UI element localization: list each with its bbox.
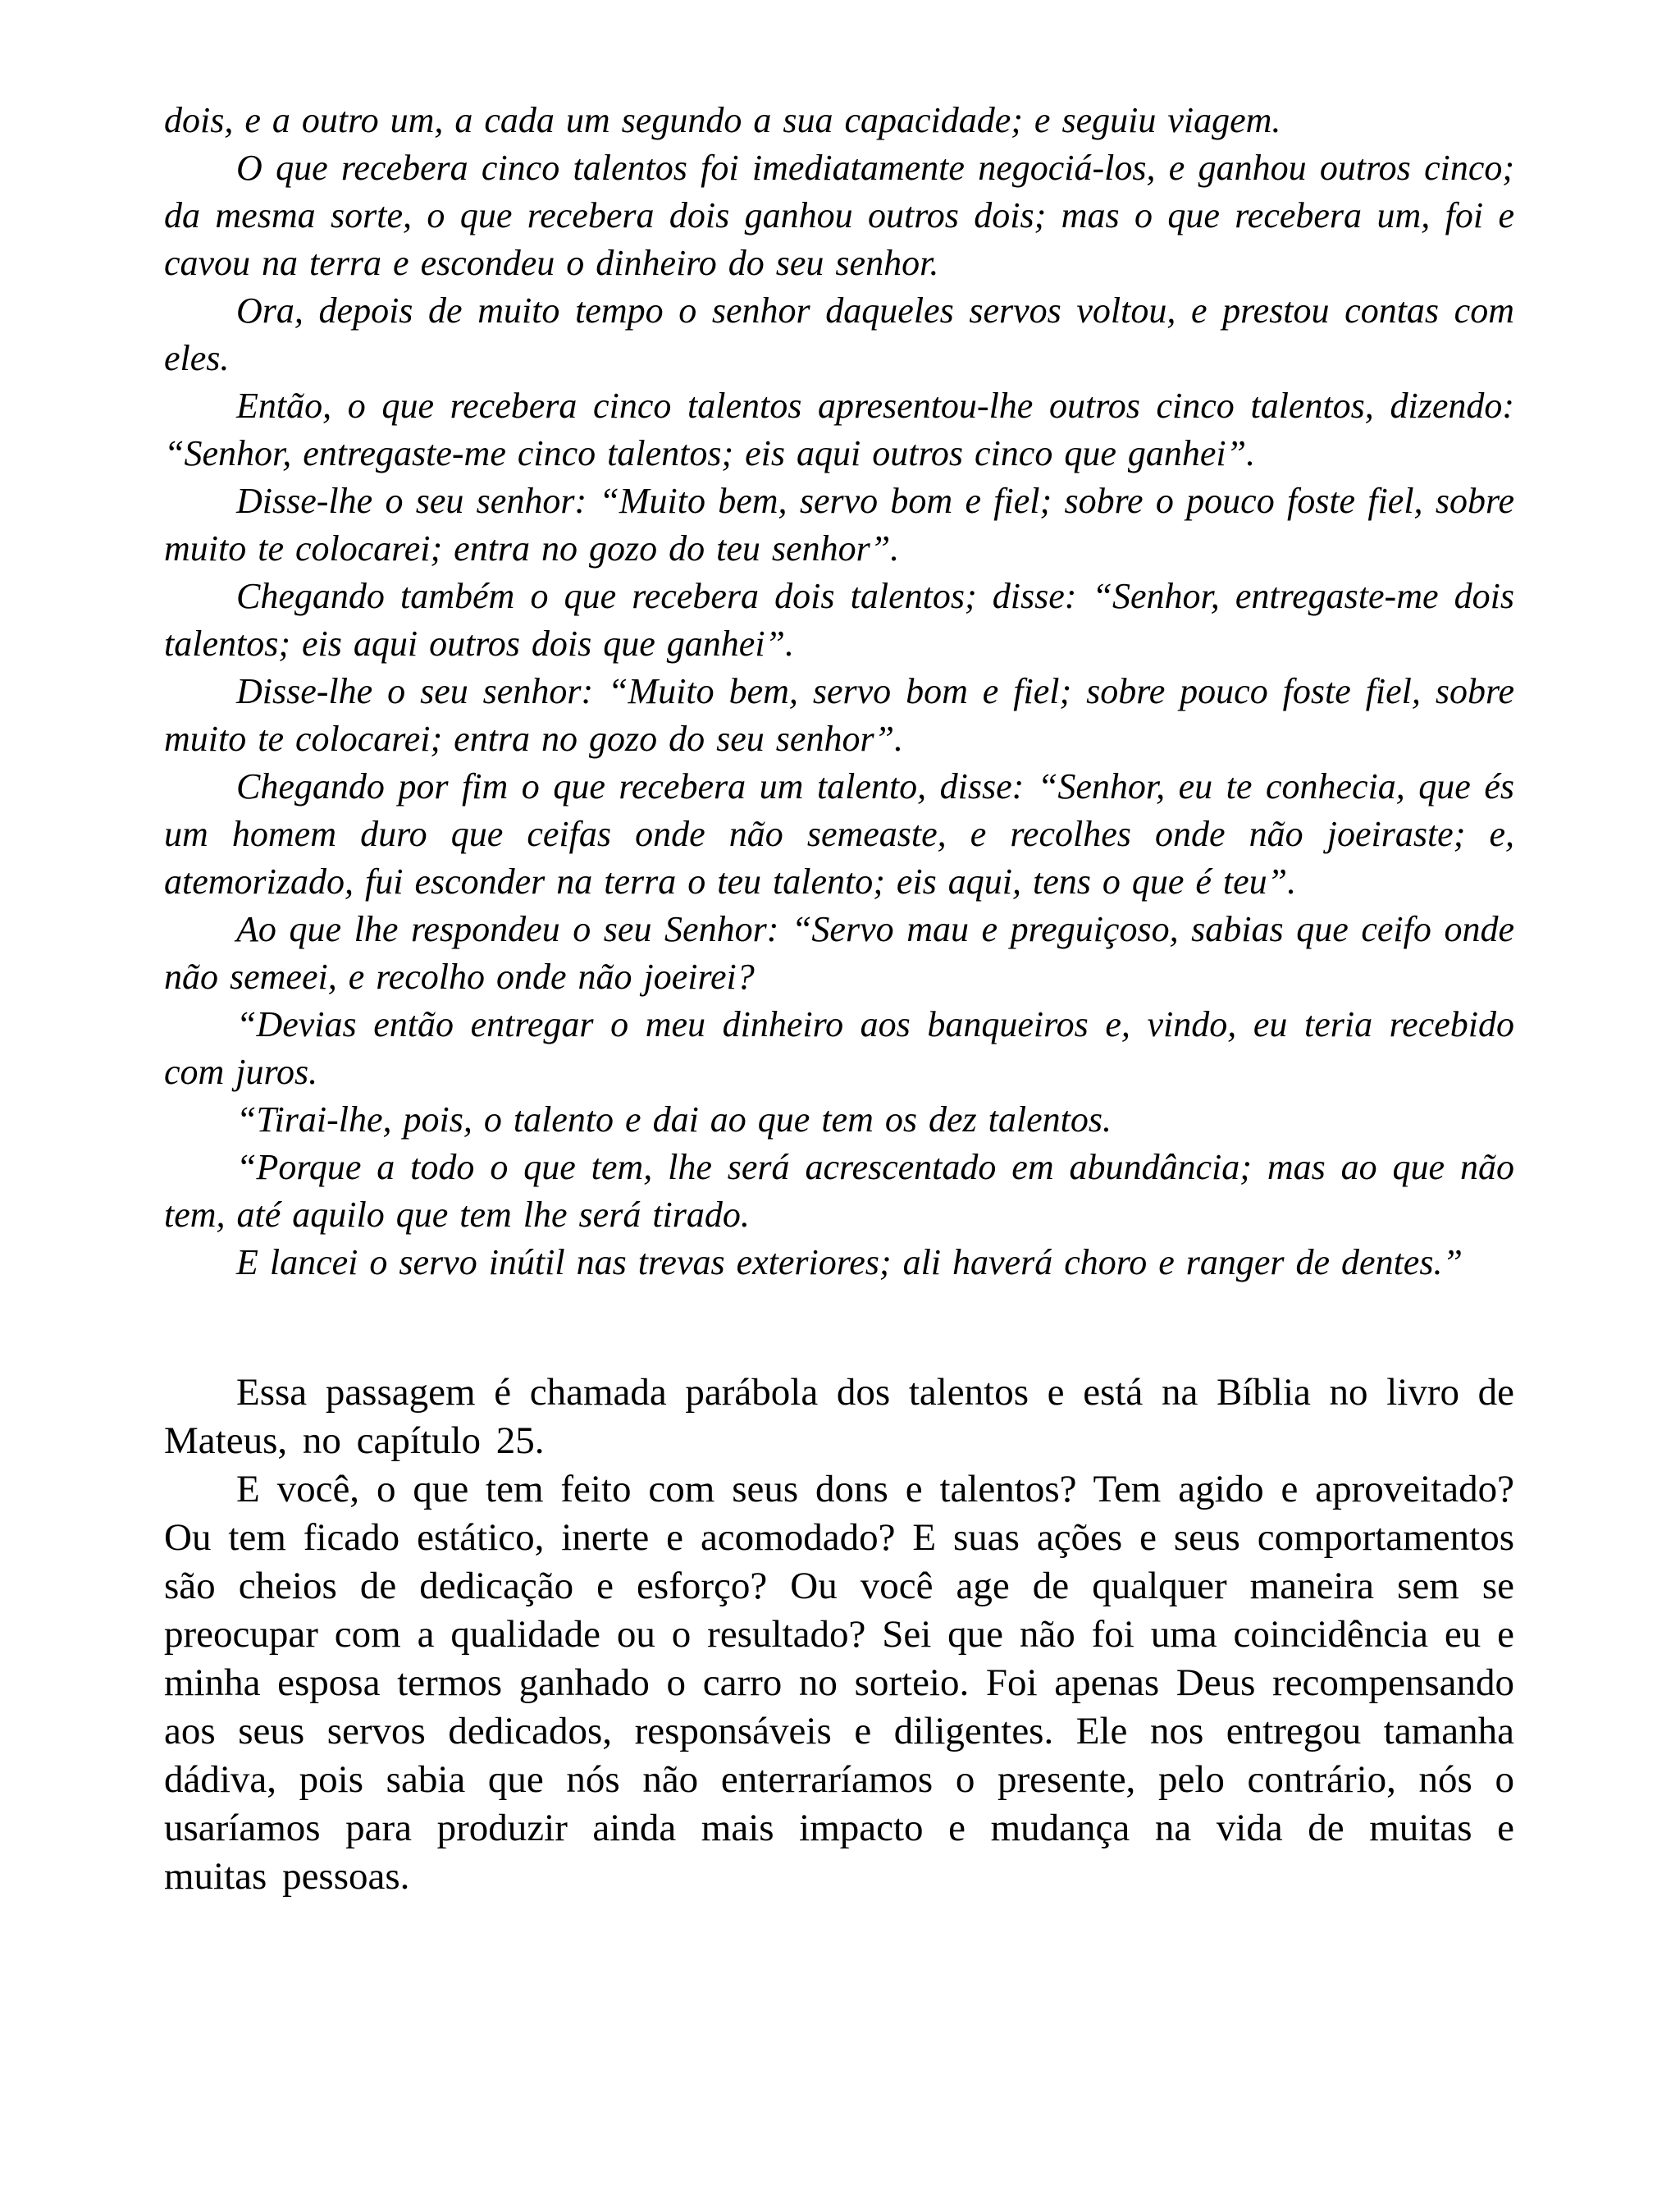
commentary-paragraph: Essa passagem é chamada parábola dos talentos e está na Bíblia no livro de Mateus, no capítulo 25.	[164, 1371, 1514, 1462]
quote-paragraph: Disse-lhe o seu senhor: “Muito bem, servo bom e fiel; sobre pouco foste fiel, sobre muito te colocarei; entra no gozo do seu senhor”.	[164, 671, 1514, 759]
quote-paragraph: dois, e a outro um, a cada um segundo a sua capacidade; e seguiu viagem.	[164, 100, 1281, 140]
quote-paragraph: Então, o que recebera cinco talentos apresentou-lhe outros cinco talentos, dizendo: “Senhor, entregaste-me cinco talentos; eis aqui outros cinco que ganhei”.	[164, 386, 1514, 473]
commentary-paragraph: E você, o que tem feito com seus dons e talentos? Tem agido e aproveitado? Ou tem ficado estático, inerte e acomodado? E suas ações e seus comportamentos são cheios de dedicação e esforço? Ou você age de qualquer maneira sem se preocupar com a qualidade ou o resultado? Sei que não foi uma coincidência eu e minha esposa termos ganhado o carro no sorteio. Foi apenas Deus recompensando aos seus servos dedicados, responsáveis e diligentes. Ele nos entregou tamanha dádiva, pois sabia que nós não enterraríamos o presente, pelo contrário, nós o usaríamos para produzir ainda mais impacto e mudança na vida de muitas e muitas pessoas.	[164, 1468, 1514, 1898]
quote-paragraph: Chegando também o que recebera dois talentos; disse: “Senhor, entregaste-me dois talentos; eis aqui outros dois que ganhei”.	[164, 576, 1514, 664]
scripture-quote	[164, 97, 1514, 1286]
quote-paragraph: “Tirai-lhe, pois, o talento e dai ao que tem os dez talentos.	[236, 1099, 1112, 1140]
quote-paragraph: Chegando por fim o que recebera um talento, disse: “Senhor, eu te conhecia, que és um homem duro que ceifas onde não semeaste, e recolhes onde não joeiraste; e, atemorizado, fui esconder na terra o teu talento; eis aqui, tens o que é teu”.	[164, 766, 1514, 902]
quote-paragraph: “Porque a todo o que tem, lhe será acrescentado em abundância; mas ao que não tem, até aquilo que tem lhe será tirado.	[164, 1147, 1514, 1235]
commentary-section	[164, 1369, 1514, 1901]
quote-paragraph: E lancei o servo inútil nas trevas exteriores; ali haverá choro e ranger de dentes.”	[236, 1242, 1463, 1282]
quote-paragraph: “Devias então entregar o meu dinheiro aos banqueiros e, vindo, eu teria recebido com juros.	[164, 1004, 1514, 1092]
quote-paragraph: O que recebera cinco talentos foi imediatamente negociá-los, e ganhou outros cinco; da mesma sorte, o que recebera dois ganhou outros dois; mas o que recebera um, foi e cavou na terra e escondeu o dinheiro do seu senhor.	[164, 148, 1514, 283]
quote-paragraph: Ora, depois de muito tempo o senhor daqueles servos voltou, e prestou contas com eles.	[164, 290, 1514, 378]
quote-paragraph: Disse-lhe o seu senhor: “Muito bem, servo bom e fiel; sobre o pouco foste fiel, sobre muito te colocarei; entra no gozo do teu senhor”.	[164, 481, 1514, 569]
quote-paragraph: Ao que lhe respondeu o seu Senhor: “Servo mau e preguiçoso, sabias que ceifo onde não semeei, e recolho onde não joeirei?	[164, 909, 1514, 997]
